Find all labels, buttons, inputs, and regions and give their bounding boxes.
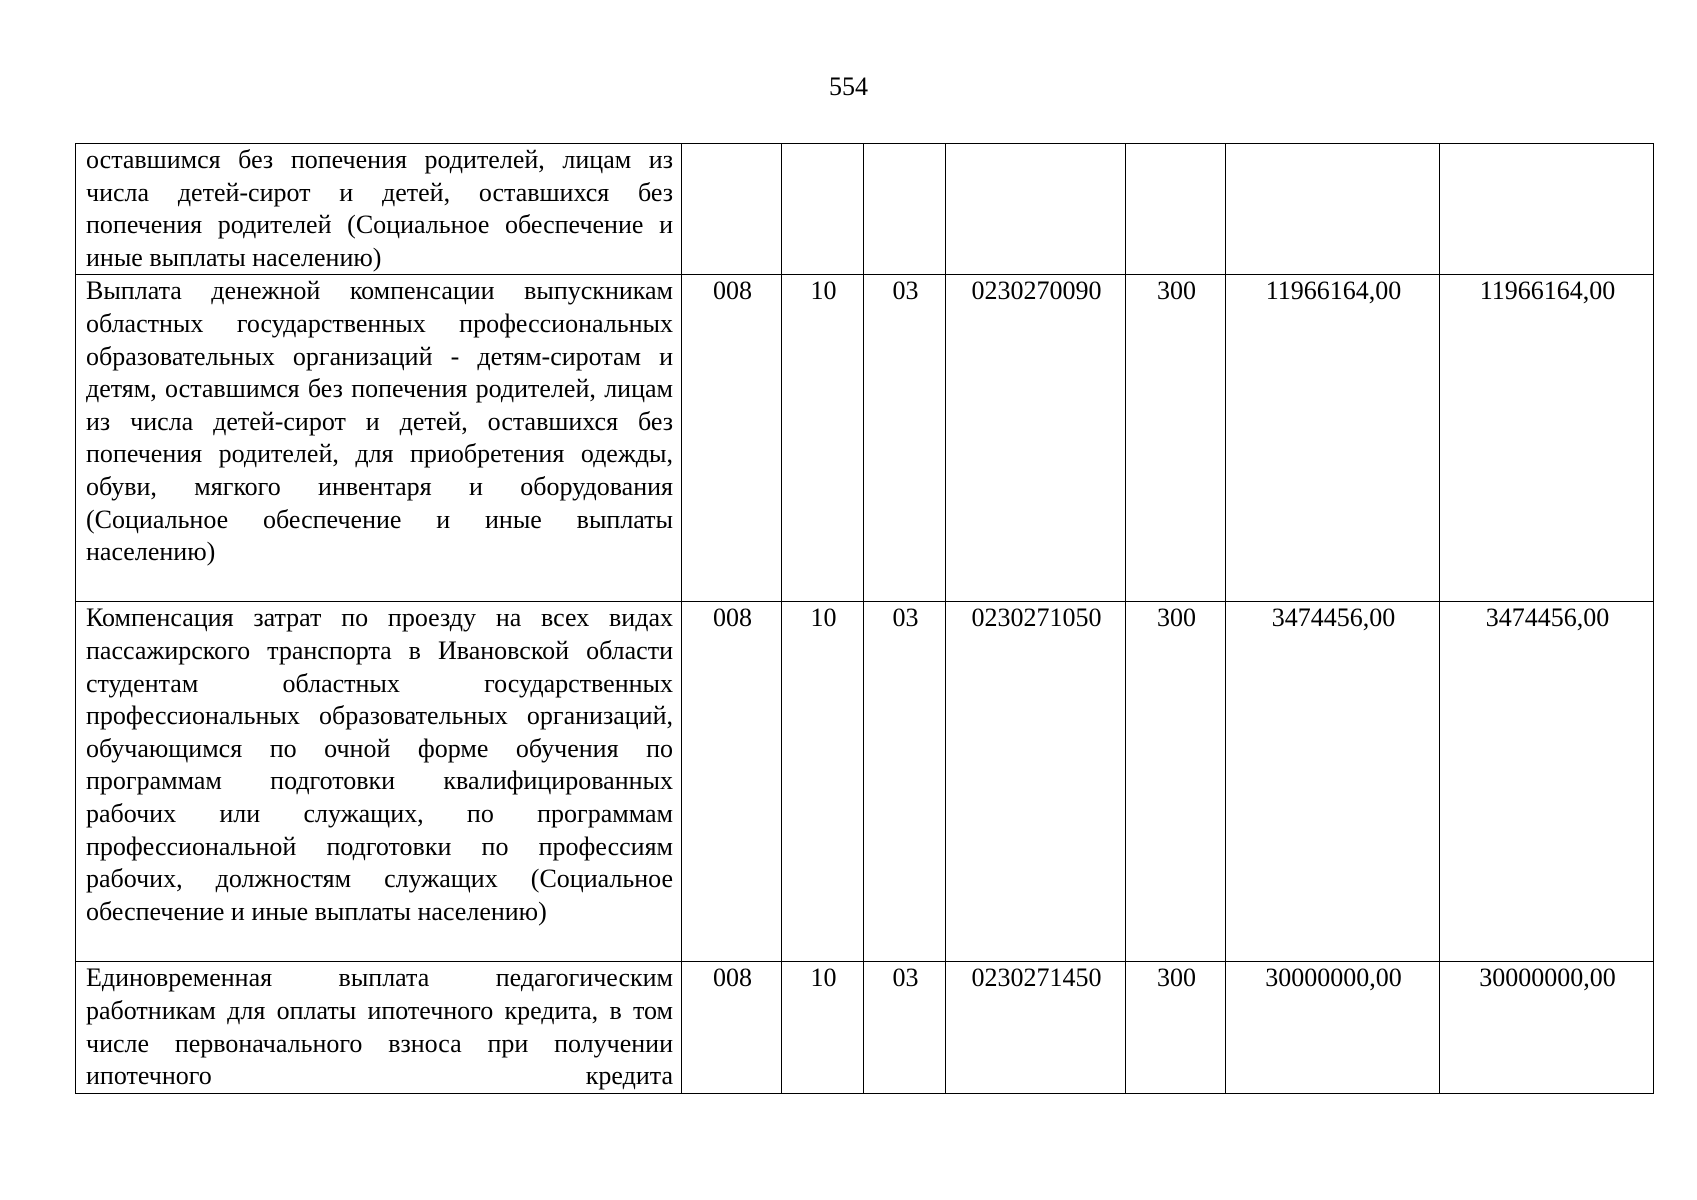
- row-description: Единовременная выплата педагогическим работникам для оплаты ипотечного кредита, в том числе первоначального взноса при получении ипотечного кредита: [76, 962, 682, 1093]
- amount-year1-cell: 30000000,00: [1226, 962, 1440, 1093]
- row-description: Выплата денежной компенсации выпускникам областных государственных профессиональных образовательных организаций - детям-сиротам и детям, оставшимся без попечения родителей, лицам из числа детей-сирот и детей, оставшихся без попечения родителей, для приобретения одежды, обуви, мягкого инвентаря и оборудования (Социальное обеспечение и иные выплаты населению): [76, 275, 682, 602]
- expense-type-cell: 300: [1126, 275, 1226, 602]
- row-description: Компенсация затрат по проезду на всех видах пассажирского транспорта в Ивановской области студентам областных государственных профессиональных образовательных организаций, обучающимся по очной форме обучения по программам подготовки квалифицированных рабочих или служащих, по программам профессиональной подготовки по профессиям рабочих, должностям служащих (Социальное обеспечение и иные выплаты населению): [76, 602, 682, 962]
- budget-table: [75, 143, 1654, 1094]
- amount-year1-cell: 3474456,00: [1226, 602, 1440, 962]
- amount-year2-cell: [1440, 144, 1654, 275]
- amount-year2-cell: 30000000,00: [1440, 962, 1654, 1093]
- amount-year2-cell: 11966164,00: [1440, 275, 1654, 602]
- amount-year2-cell: 3474456,00: [1440, 602, 1654, 962]
- ministry-code-cell: 008: [682, 602, 782, 962]
- target-article-cell: 0230271450: [946, 962, 1126, 1093]
- expense-type-cell: 300: [1126, 602, 1226, 962]
- subsection-code-cell: [864, 144, 946, 275]
- expense-type-cell: 300: [1126, 962, 1226, 1093]
- subsection-code-cell: 03: [864, 275, 946, 602]
- amount-year1-cell: [1226, 144, 1440, 275]
- section-code-cell: [782, 144, 864, 275]
- ministry-code-cell: 008: [682, 962, 782, 1093]
- section-code-cell: 10: [782, 275, 864, 602]
- table-row: [76, 144, 1654, 275]
- table-row: [76, 962, 1654, 1093]
- expense-type-cell: [1126, 144, 1226, 275]
- target-article-cell: [946, 144, 1126, 275]
- target-article-cell: 0230271050: [946, 602, 1126, 962]
- table-row: [76, 602, 1654, 962]
- ministry-code-cell: 008: [682, 275, 782, 602]
- subsection-code-cell: 03: [864, 602, 946, 962]
- target-article-cell: 0230270090: [946, 275, 1126, 602]
- amount-year1-cell: 11966164,00: [1226, 275, 1440, 602]
- table-row: [76, 275, 1654, 602]
- ministry-code-cell: [682, 144, 782, 275]
- subsection-code-cell: 03: [864, 962, 946, 1093]
- page-number: 554: [829, 72, 868, 101]
- row-description: оставшимся без попечения родителей, лицам из числа детей-сирот и детей, оставшихся без попечения родителей (Социальное обеспечение и иные выплаты населению): [76, 144, 682, 275]
- section-code-cell: 10: [782, 962, 864, 1093]
- section-code-cell: 10: [782, 602, 864, 962]
